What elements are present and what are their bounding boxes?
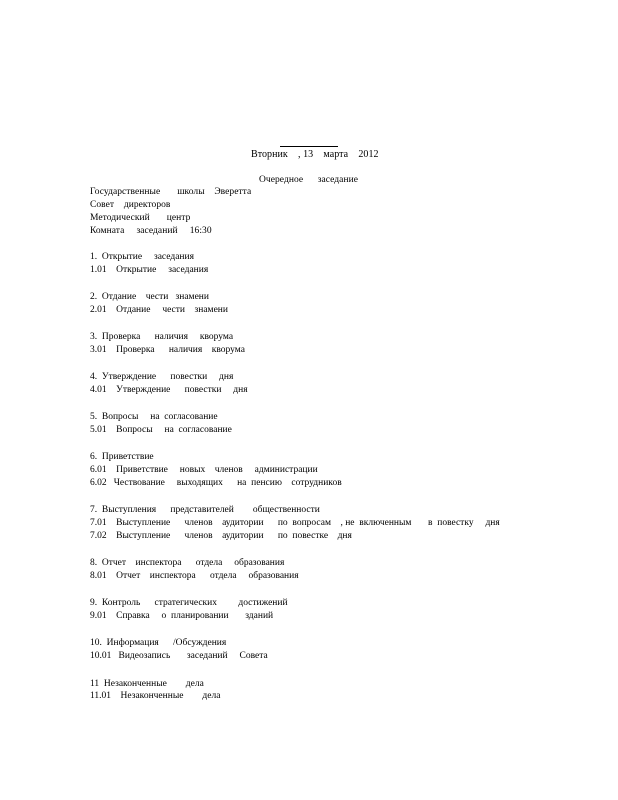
- agenda-section: [90, 291, 590, 317]
- agenda-section: [90, 557, 590, 583]
- agenda-section: [90, 371, 590, 397]
- agenda-section: [90, 451, 590, 489]
- section-title: 11 Незаконченные дела: [90, 678, 204, 689]
- agenda-item: 9.01 Справка о планировании зданий: [90, 611, 274, 622]
- agenda-section: [90, 597, 590, 623]
- meeting-type: Очередное заседание: [259, 175, 358, 185]
- section-title: 10. Информация /Обсуждения: [90, 638, 227, 649]
- section-title: 4. Утверждение повестки дня: [90, 372, 234, 383]
- agenda-section: [90, 411, 590, 437]
- section-title: 7. Выступления представителей общественности: [90, 505, 320, 516]
- header-rule: [280, 146, 338, 147]
- section-title: 2. Отдание чести знамени: [90, 292, 209, 303]
- agenda-item: 4.01 Утверждение повестки дня: [90, 385, 248, 396]
- section-title: 9. Контроль стратегических достижений: [90, 598, 288, 609]
- agenda-section: [90, 331, 590, 357]
- agenda-item: 7.02 Выступление членов аудитории по повестке дня: [90, 530, 352, 541]
- agenda-list: [90, 251, 590, 718]
- venue-name: Методический центр: [90, 213, 191, 223]
- section-title: 1. Открытие заседания: [90, 252, 194, 262]
- section-title: 5. Вопросы на согласование: [90, 412, 218, 423]
- meeting-date: Вторник , 13 марта 2012: [251, 149, 379, 160]
- agenda-item: 8.01 Отчет инспектора отдела образования: [90, 571, 299, 582]
- agenda-item: 5.01 Вопросы на согласование: [90, 425, 232, 436]
- agenda-item: 6.01 Приветствие новых членов администрации: [90, 465, 318, 476]
- board-name: Совет директоров: [90, 200, 171, 210]
- section-title: 8. Отчет инспектора отдела образования: [90, 558, 285, 569]
- room-and-time: Комната заседаний 16:30: [90, 226, 212, 236]
- organization-name: Государственные школы Эверетта: [90, 187, 252, 197]
- agenda-item: 3.01 Проверка наличия кворума: [90, 344, 245, 355]
- agenda-section: [90, 504, 590, 542]
- section-title: 3. Проверка наличия кворума: [90, 332, 234, 343]
- agenda-item: 10.01 Видеозапись заседаний Совета: [90, 651, 268, 662]
- section-title: 6. Приветствие: [90, 452, 154, 463]
- agenda-item: 11.01 Незаконченные дела: [90, 691, 221, 702]
- agenda-item: 6.02 Чествование выходящих на пенсию сотрудников: [90, 478, 342, 489]
- agenda-item: 2.01 Отдание чести знамени: [90, 304, 228, 315]
- agenda-item: 1.01 Открытие заседания: [90, 264, 209, 275]
- agenda-item: 7.01 Выступление членов аудитории по вопросам , не включенным в повестку дня: [90, 518, 500, 529]
- agenda-section: [90, 637, 590, 663]
- agenda-section: [90, 251, 590, 277]
- agenda-section: [90, 678, 590, 704]
